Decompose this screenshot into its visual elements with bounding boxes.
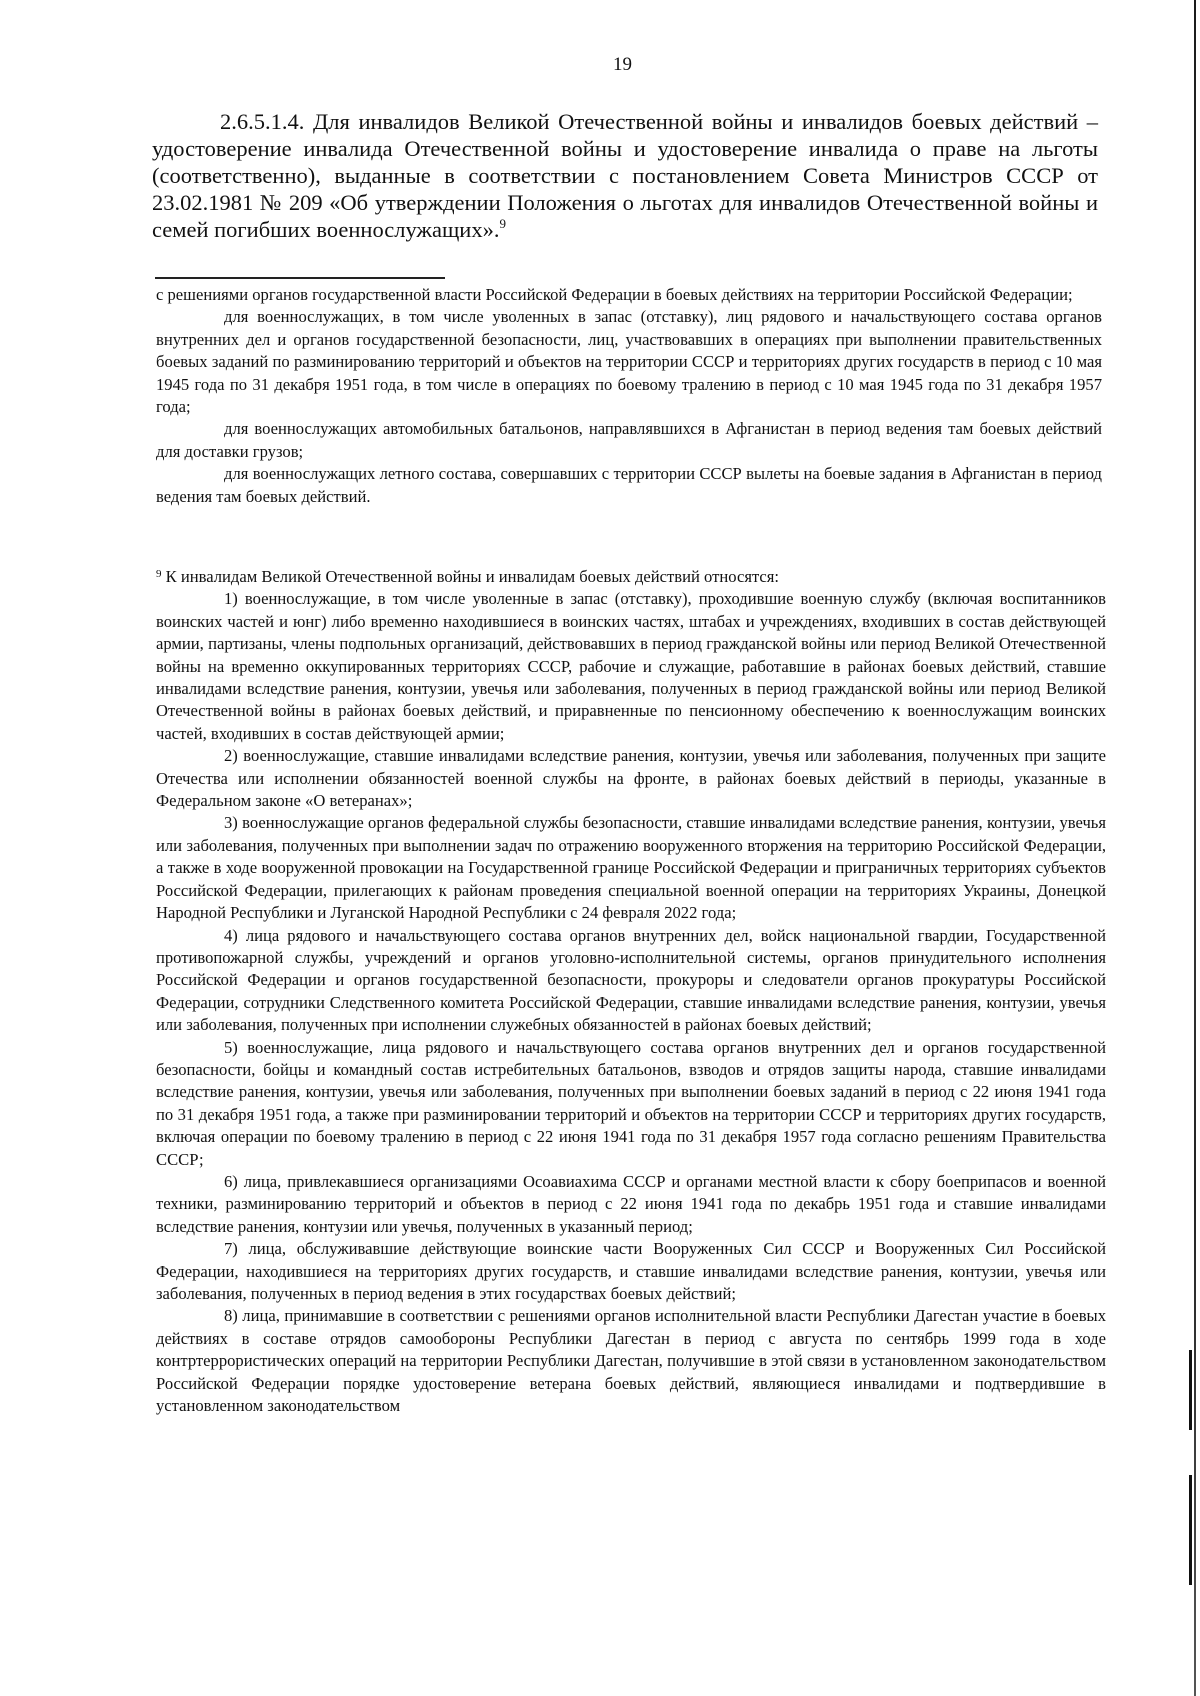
footnote-item: 7) лица, обслуживавшие действующие воинские части Вооруженных Сил СССР и Вооруженных Сил Российской Федерации, находившиеся на территориях других государств, и ставшие инвалидами вследствие ранения, контузии, увечья или заболевания, полученных в период ведения в этих государствах боевых действий; — [156, 1239, 1106, 1303]
footnote-item: 1) военнослужащие, в том числе уволенные в запас (отставку), проходившие военную службу (включая воспитанников воинских частей и юнг) либо временно находившиеся в воинских частях, штабах и учреждениях, входивших в состав действующей армии, партизаны, члены подпольных организаций, действовавших в период гражданской войны или период Великой Отечественной войны на временно оккупированных территориях СССР, рабочие и служащие, работавшие в районах боевых действий, ставшие инвалидами вследствие ранения, контузии, увечья или заболевания, полученных в период гражданской войны или период Великой Отечественной войны в районах боевых действий, и приравненные по пенсионному обеспечению к военнослужащим воинских частей, входивших в состав действующей армии; — [156, 589, 1106, 743]
footnote-9-heading — [156, 566, 1106, 588]
footnote-item: 6) лица, привлекавшиеся организациями Осоавиахима СССР и органами местной власти к сбору боеприпасов и военной техники, разминированию территорий и объектов в период с 22 июня 1941 года по декабрь 1951 года и ставшие инвалидами вследствие ранения, контузии или увечья, полученных в указанный период; — [156, 1171, 1106, 1236]
footnote-item: 8) лица, принимавшие в соответствии с решениями органов исполнительной власти Республики Дагестан участие в боевых действиях в составе отрядов самообороны Республики Дагестан в период с августа по сентябрь 1999 года в ходе контртеррористических операций на территории Республики Дагестан, получившие в этой связи в установленном законодательством Российской Федерации порядке удостоверение ветерана боевых действий, являющиеся инвалидами и подтвердившие в установленном законодательством — [156, 1306, 1106, 1416]
footnote-item: 3) военнослужащие органов федеральной службы безопасности, ставшие инвалидами вследствие ранения, контузии, увечья или заболевания, полученных при выполнении задач по отражению вооруженного вторжения на территорию Российской Федерации, а также в ходе вооруженной провокации на Государственной границе Российской Федерации и приграничных территориях субъектов Российской Федерации, прилегающих к районам проведения специальной военной операции на территориях Украины, Донецкой Народной Республики и Луганской Народной Республики с 24 февраля 2022 года; — [156, 813, 1106, 923]
footnote-item: 4) лица рядового и начальствующего состава органов внутренних дел, войск национальной гвардии, Государственной противопожарной службы, учреждений и органов уголовно-исполнительной системы, органов принудительного исполнения Российской Федерации и органов государственной безопасности, прокуроры и следователи органов прокуратуры Российской Федерации, сотрудники Следственного комитета Российской Федерации, ставшие инвалидами вследствие ранения, контузии, увечья или заболевания, полученных при исполнении служебных обязанностей в районах боевых действий; — [156, 925, 1106, 1035]
footnote-line: для военнослужащих летного состава, совершавших с территории СССР вылеты на боевые задания в Афганистан в период ведения там боевых действий. — [156, 464, 1102, 506]
page-number: 19 — [613, 54, 632, 75]
footnote-9-heading-text: К инвалидам Великой Отечественной войны и инвалидам боевых действий относятся: — [165, 567, 780, 586]
scan-edge-mark — [1189, 1350, 1192, 1430]
footnote-item: 2) военнослужащие, ставшие инвалидами вследствие ранения, контузии, увечья или заболевания, полученных при защите Отечества или исполнении обязанностей военной службы на фронте, в районах боевых действий в периоды, указанные в Федеральном законе «О ветеранах»; — [156, 746, 1106, 811]
scan-edge-mark — [1189, 1475, 1192, 1585]
scan-edge-line — [1194, 0, 1196, 1696]
footnote-line: с решениями органов государственной власти Российской Федерации в боевых действиях на территории Российской Федерации; — [156, 285, 1073, 304]
main-paragraph-text: 2.6.5.1.4. Для инвалидов Великой Отечественной войны и инвалидов боевых действий – удостоверение инвалида Отечественной войны и удостоверение инвалида о праве на льготы (соответственно), выданные в соответствии с постановлением Совета Министров СССР от 23.02.1981 № 209 «Об утверждении Положения о льготах для инвалидов Отечественной войны и семей погибших военнослужащих». — [152, 109, 1098, 242]
main-paragraph — [152, 108, 1098, 243]
footnote-reference: 9 — [499, 216, 506, 231]
footnote-marker: 9 — [156, 568, 162, 580]
footnote-item: 5) военнослужащие, лица рядового и начальствующего состава органов внутренних дел и органов государственной безопасности, бойцы и командный состав истребительных батальонов, взводов и отрядов защиты народа, ставшие инвалидами вследствие ранения, контузии, увечья или заболевания, полученных при выполнении боевых заданий в период с 22 июня 1941 года по 31 декабря 1951 года, а также при разминировании территорий и объектов на территории СССР и территориях других государств, включая операции по боевому тралению в период с 22 июня 1941 года по 31 декабря 1957 года согласно решениям Правительства СССР; — [156, 1037, 1106, 1169]
footnote-line: для военнослужащих автомобильных батальонов, направлявшихся в Афганистан в период ведения там боевых действий для доставки грузов; — [156, 419, 1102, 461]
main-paragraph-block — [152, 108, 1098, 243]
footnote-line: для военнослужащих, в том числе уволенных в запас (отставку), лиц рядового и начальствующего состава органов внутренних дел и органов государственной безопасности, лиц, участвовавших в операциях при выполнении правительственных боевых заданий по разминированию территорий и объектов на территории СССР и территориях других государств в период с 10 мая 1945 года по 31 декабря 1951 года, в том числе в операциях по боевому тралению в период с 10 мая 1945 года по 31 декабря 1957 года; — [156, 307, 1102, 417]
footnote-separator — [155, 277, 445, 279]
footnote-continuation — [156, 284, 1102, 508]
footnote-9 — [156, 566, 1106, 1417]
